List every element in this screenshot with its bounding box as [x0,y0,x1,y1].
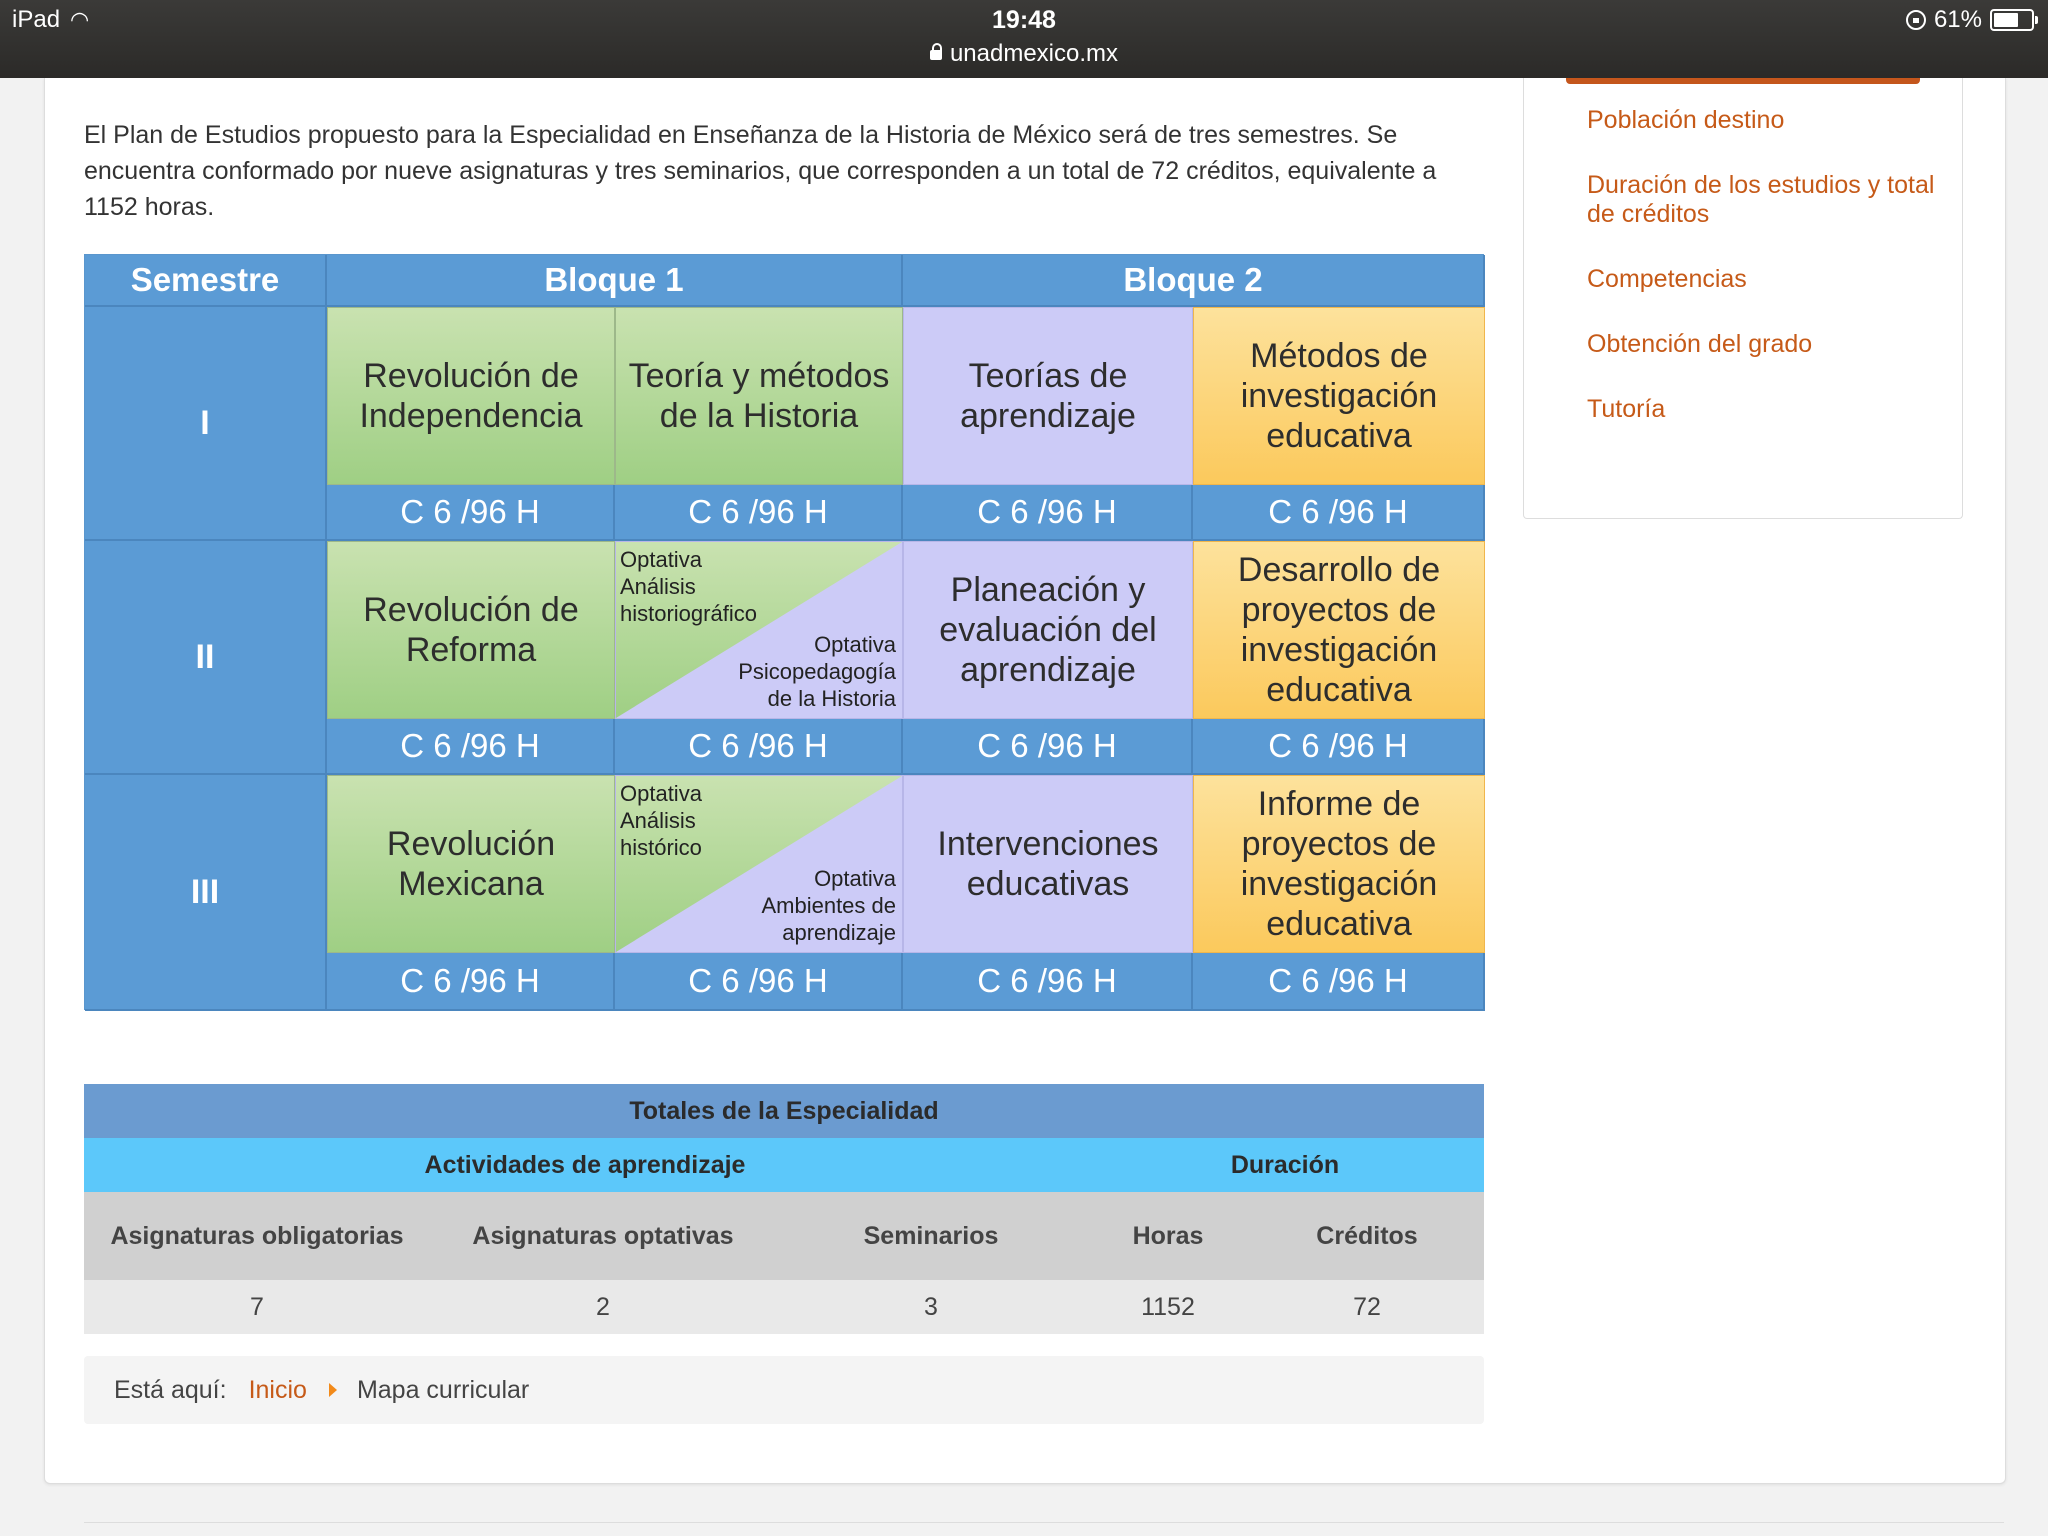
lock-icon [930,50,942,60]
optional-course-a: Optativa Análisis histórico [620,781,702,860]
status-bar [0,0,2048,78]
course-cell: Intervenciones educativas [903,775,1193,953]
credit-cell: C 6 /96 H [615,953,903,1011]
optional-split-cell [615,541,903,719]
rotation-lock-icon [1906,10,1926,30]
totals-table [84,1084,1484,1334]
header-bloque-2: Bloque 2 [903,255,1485,307]
seminar-cell: Métodos de investigación educativa [1193,307,1485,485]
breadcrumb [84,1356,1484,1424]
url-text: unadmexico.mx [949,40,1119,67]
course-cell: Planeación y evaluación del aprendizaje [903,541,1193,719]
semester-label: II [85,541,327,775]
credit-cell: C 6 /96 H [903,485,1193,541]
active-menu-bar[interactable] [1566,78,1920,84]
intro-paragraph: El Plan de Estudios propuesto para la Especialidad en Enseñanza de la Historia de México será de tres semestres. Se encuentra conformado por nueve asignaturas y tres seminarios, que corresponden a un total de 72 créditos, equivalente a 1152 horas. [84,121,1437,221]
chevron-right-icon [329,1383,337,1397]
curriculum-map [84,254,1484,1010]
credit-cell: C 6 /96 H [1193,485,1485,541]
battery-icon [1990,9,2034,31]
column-header: Horas [1132,1222,1204,1250]
credit-cell: C 6 /96 H [615,719,903,775]
breadcrumb-home-link[interactable]: Inicio [248,1375,307,1404]
divider [84,1522,2004,1523]
credit-cell: C 6 /96 H [903,953,1193,1011]
value-cell: 72 [1353,1292,1381,1321]
address-bar[interactable] [0,40,2048,68]
wifi-icon: ◠ [70,7,90,32]
breadcrumb-label: Está aquí: [114,1375,227,1404]
totals-group-activities: Actividades de aprendizaje [424,1150,746,1179]
value-cell: 1152 [1141,1292,1195,1321]
battery-percent: 61% [1933,6,1982,33]
credit-cell: C 6 /96 H [1193,953,1485,1011]
semester-label: III [85,775,327,1011]
course-cell: Revolución Mexicana [327,775,615,953]
course-cell: Teorías de aprendizaje [903,307,1193,485]
course-cell: Revolución de Independencia [327,307,615,485]
optional-course-b: Optativa Ambientes de aprendizaje [761,866,896,945]
breadcrumb-current: Mapa curricular [356,1375,530,1404]
sidebar-menu [1523,78,1963,519]
status-time: 19:48 [992,6,1056,34]
sidebar-item-poblacion[interactable]: Población destino [1587,106,1785,134]
optional-course-a: Optativa Análisis historiográfico [620,547,757,626]
column-header: Asignaturas optativas [472,1222,734,1250]
column-header: Seminarios [863,1222,999,1250]
seminar-cell: Desarrollo de proyectos de investigación educativa [1193,541,1485,719]
sidebar-item-tutoria[interactable]: Tutoría [1587,395,1666,423]
value-cell: 2 [596,1292,610,1321]
header-bloque-1: Bloque 1 [327,255,903,307]
credit-cell: C 6 /96 H [903,719,1193,775]
table-row [84,1280,1484,1334]
credit-cell: C 6 /96 H [615,485,903,541]
credit-cell: C 6 /96 H [1193,719,1485,775]
sidebar-item-duracion[interactable]: Duración de los estudios y total de créditos [1587,171,1935,228]
totals-group-duration: Duración [1230,1150,1340,1179]
credit-cell: C 6 /96 H [327,719,615,775]
sidebar-item-obtencion[interactable]: Obtención del grado [1587,330,1813,358]
credit-cell: C 6 /96 H [327,485,615,541]
value-cell: 3 [924,1292,938,1321]
sidebar-item-competencias[interactable]: Competencias [1587,265,1747,293]
totals-title: Totales de la Especialidad [629,1096,939,1125]
course-cell: Teoría y métodos de la Historia [615,307,903,485]
status-right [1906,6,2034,34]
column-header: Créditos [1316,1222,1418,1250]
semester-label: I [85,307,327,541]
optional-split-cell [615,775,903,953]
course-cell: Revolución de Reforma [327,541,615,719]
column-header: Asignaturas obligatorias [110,1222,404,1250]
header-semestre: Semestre [85,255,327,307]
value-cell: 7 [250,1292,264,1321]
credit-cell: C 6 /96 H [327,953,615,1011]
device-name: iPad [12,6,61,33]
optional-course-b: Optativa Psicopedagogía de la Historia [738,632,896,711]
seminar-cell: Informe de proyectos de investigación educativa [1193,775,1485,953]
